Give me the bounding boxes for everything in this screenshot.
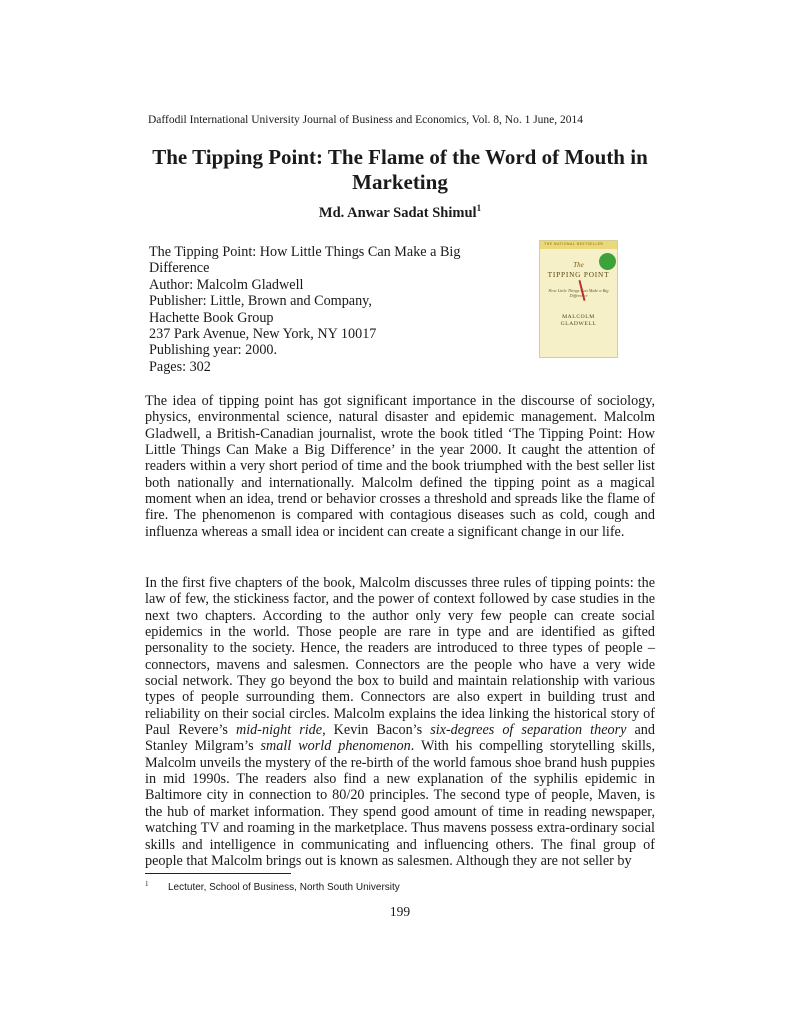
book-info-line: The Tipping Point: How Little Things Can Make a Big: [149, 244, 461, 260]
footnote: [145, 880, 400, 893]
author-name: Md. Anwar Sadat Shimul: [318, 205, 477, 221]
cover-title: TIPPING POINT: [547, 270, 610, 279]
footnote-text: Lectuter, School of Business, North South University: [168, 882, 400, 893]
body-paragraph-2: [145, 575, 655, 869]
paragraph-segment: , Kevin Bacon’s: [322, 722, 431, 739]
paragraph-text: [145, 575, 655, 869]
body-paragraph-1: [145, 393, 655, 540]
cover-subtitle: How Little Things Can Make a Big Difference: [548, 288, 609, 299]
cover-banner: THE NATIONAL BESTSELLER: [544, 242, 604, 246]
book-info-line: Author: Malcolm Gladwell: [149, 276, 304, 293]
footnote-divider: [145, 873, 291, 874]
journal-header: Daffodil International University Journal of Business and Economics, Vol. 8, No. 1 June, 2014: [148, 114, 584, 126]
author-line: [0, 205, 800, 222]
italic-term: small world phenomenon: [260, 738, 411, 755]
article-title: The Tipping Point: The Flame of the Word of Mouth in Marketing: [152, 145, 648, 194]
cover-author-first: MALCOLM: [562, 314, 595, 320]
book-info: [149, 244, 499, 375]
book-info-line: Publishing year: 2000.: [149, 342, 278, 359]
paragraph-segment: In the first five chapters of the book, Malcolm discusses three rules of tipping points: the law of few, the stickiness factor, and the power of context followed by case studies in the next two chapters. According to the author only very few people can create social epidemics in the world. Those people are rare in type and are identified as gifted personality to the society. Hence, the readers are introduced to three types of people – connectors, mavens and salesmen. Connectors are the people who have a very wide social network. They go beyond the box to build and maintain relationship with various types of people surrounding them. Connectors are also expert in building trust and reliability on their social circles. Malcolm explains the idea linking the historical story of Paul Revere’s: [145, 575, 655, 739]
author-footnote-mark: 1: [476, 203, 482, 213]
book-info-line: Pages: 302: [149, 358, 211, 375]
italic-term: mid-night ride: [235, 722, 323, 739]
italic-term: six-degrees of separation theory: [430, 722, 627, 739]
cover-author: [540, 314, 617, 328]
footnote-mark: 1: [145, 880, 149, 888]
book-cover-image: [539, 240, 618, 358]
book-info-line: Hachette Book Group: [149, 309, 274, 326]
cover-author-last: GLADWELL: [560, 321, 597, 327]
page-number: 199: [389, 904, 411, 919]
book-info-line: Publisher: Little, Brown and Company,: [149, 293, 372, 310]
book-info-line: Difference: [149, 260, 210, 277]
paragraph-segment: and Stanley Milgram’s: [145, 722, 655, 755]
paragraph-text: The idea of tipping point has got significant importance in the discourse of sociology, physics, environmental science, natural disaster and epidemic management. Malcolm Gladwell, a British-Canadian journalist, wrote the book titled ‘The Tipping Point: How Little Things Can Make a Big Difference’ in the year 2000. It caught the attention of readers within a very short period of time and the book triumphed with the best seller list both nationally and internationally. Malcolm defined the tipping point as a magical moment when an idea, trend or behavior crosses a threshold and spreads like the flame of fire. The phenomenon is compared with contagious diseases such as cold, cough and influenza whereas a small idea or incident can create a significant change in our life.: [145, 393, 655, 540]
cover-the: The: [573, 261, 584, 269]
book-info-line: 237 Park Avenue, New York, NY 10017: [149, 326, 377, 343]
paragraph-segment: . With his compelling storytelling skills, Malcolm unveils the mystery of the re-birth of the world famous shoe brand hush puppies in mid 1990s. The readers also find a new explanation of the syphilis epidemic in Baltimore city in connection to 80/20 principles. The second type of people, Maven, is the hub of market information. They spend good amount of time in reading newspaper, watching TV and roaming in the marketplace. Thus mavens possess extra-ordinary social skills and intelligence in communicating and influencing others. The final group of people that Malcolm brings out is known as salesmen. Although they are not seller by: [145, 738, 655, 869]
